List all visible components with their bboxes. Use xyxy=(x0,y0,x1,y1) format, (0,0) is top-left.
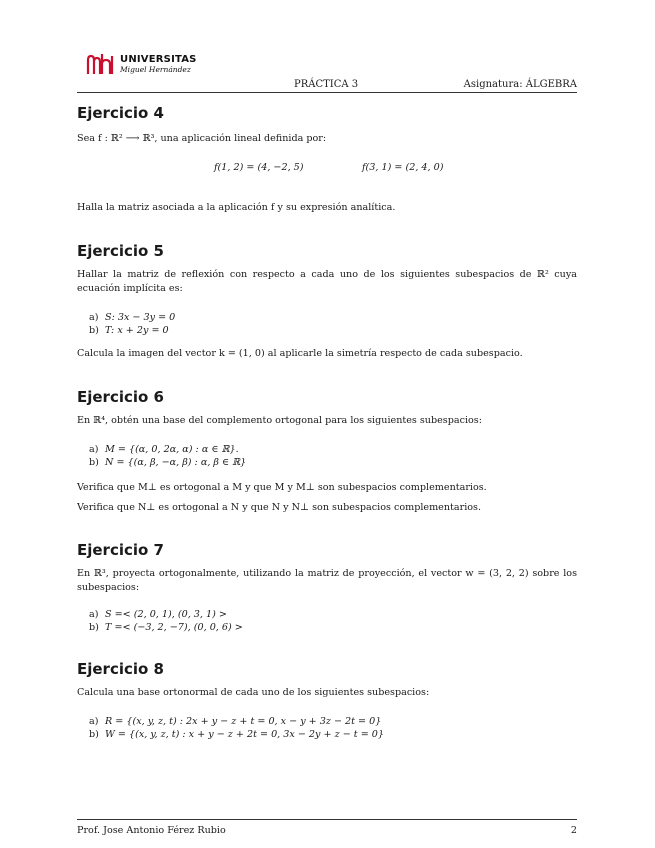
exercise-title: Ejercicio 5 xyxy=(77,242,164,260)
page-number: 2 xyxy=(570,825,577,836)
exercise-title: Ejercicio 8 xyxy=(77,660,164,678)
practice-label: PRÁCTICA 3 xyxy=(294,79,359,90)
university-logo xyxy=(86,50,197,78)
list-item: a) S =< (2, 0, 1), (0, 3, 1) > xyxy=(89,609,227,620)
list-item: a) R = {(x, y, z, t) : 2x + y − z + t = 0, x − y + 3z − 2t = 0} xyxy=(89,716,382,727)
equation-row xyxy=(77,162,577,176)
item-list xyxy=(77,311,577,337)
exercise-task: Halla la matriz asociada a la aplicación f y su expresión analítica. xyxy=(77,202,396,213)
exercise-6 xyxy=(77,388,577,515)
exercise-task: Verifica que N⊥ es ortogonal a N y que N y N⊥ son subespacios complementarios. xyxy=(77,502,482,513)
list-item: b) T: x + 2y = 0 xyxy=(89,325,169,336)
list-item: b) W = {(x, y, z, t) : x + y − z + 2t = 0, 3x − 2y + z − t = 0} xyxy=(89,729,384,740)
exercise-intro: Hallar la matriz de reflexión con respecto a cada uno de los siguientes subespacios de ℝ² cuya ecuación implícita es: xyxy=(77,269,577,294)
logo-subtitle: Miguel Hernández xyxy=(120,64,191,74)
list-item: b) N = {(α, β, −α, β) : α, β ∈ ℝ} xyxy=(89,457,247,468)
item-list xyxy=(77,608,577,634)
exercise-8 xyxy=(77,660,577,741)
exercise-5 xyxy=(77,242,577,361)
exercise-7 xyxy=(77,541,577,634)
subject-label: Asignatura: ÁLGEBRA xyxy=(463,79,577,90)
list-item: a) M = {(α, 0, 2α, α) : α ∈ ℝ}. xyxy=(89,444,239,455)
exercise-intro: En ℝ⁴, obtén una base del complemento ortogonal para los siguientes subespacios: xyxy=(77,415,482,426)
exercise-intro: Calcula una base ortonormal de cada uno de los siguientes subespacios: xyxy=(77,687,430,698)
logo-title: UNIVERSITAS xyxy=(120,53,197,65)
footer-divider xyxy=(77,819,577,820)
equation-1: f(1, 2) = (4, −2, 5) xyxy=(214,162,304,173)
list-item: b) T =< (−3, 2, −7), (0, 0, 6) > xyxy=(89,622,243,633)
item-list xyxy=(77,715,577,741)
header-divider xyxy=(77,92,577,93)
exercise-task: Verifica que M⊥ es ortogonal a M y que M y M⊥ son subespacios complementarios. xyxy=(77,482,487,493)
exercise-intro: En ℝ³, proyecta ortogonalmente, utilizando la matriz de proyección, el vector w = (3, 2, 2) sobre los subespacios: xyxy=(77,568,577,593)
umh-logo-icon xyxy=(86,52,116,76)
exercise-4 xyxy=(77,104,577,215)
exercise-title: Ejercicio 6 xyxy=(77,388,164,406)
exercise-intro: Sea f : ℝ² ⟶ ℝ³, una aplicación lineal definida por: xyxy=(77,133,327,144)
item-list xyxy=(77,443,577,469)
equation-2: f(3, 1) = (2, 4, 0) xyxy=(362,162,444,173)
exercise-task: Calcula la imagen del vector k = (1, 0) al aplicarle la simetría respecto de cada subespacio. xyxy=(77,348,523,359)
author-name: Prof. Jose Antonio Férez Rubio xyxy=(77,825,226,836)
exercise-title: Ejercicio 7 xyxy=(77,541,164,559)
exercise-title: Ejercicio 4 xyxy=(77,104,164,122)
list-item: a) S: 3x − 3y = 0 xyxy=(89,312,176,323)
